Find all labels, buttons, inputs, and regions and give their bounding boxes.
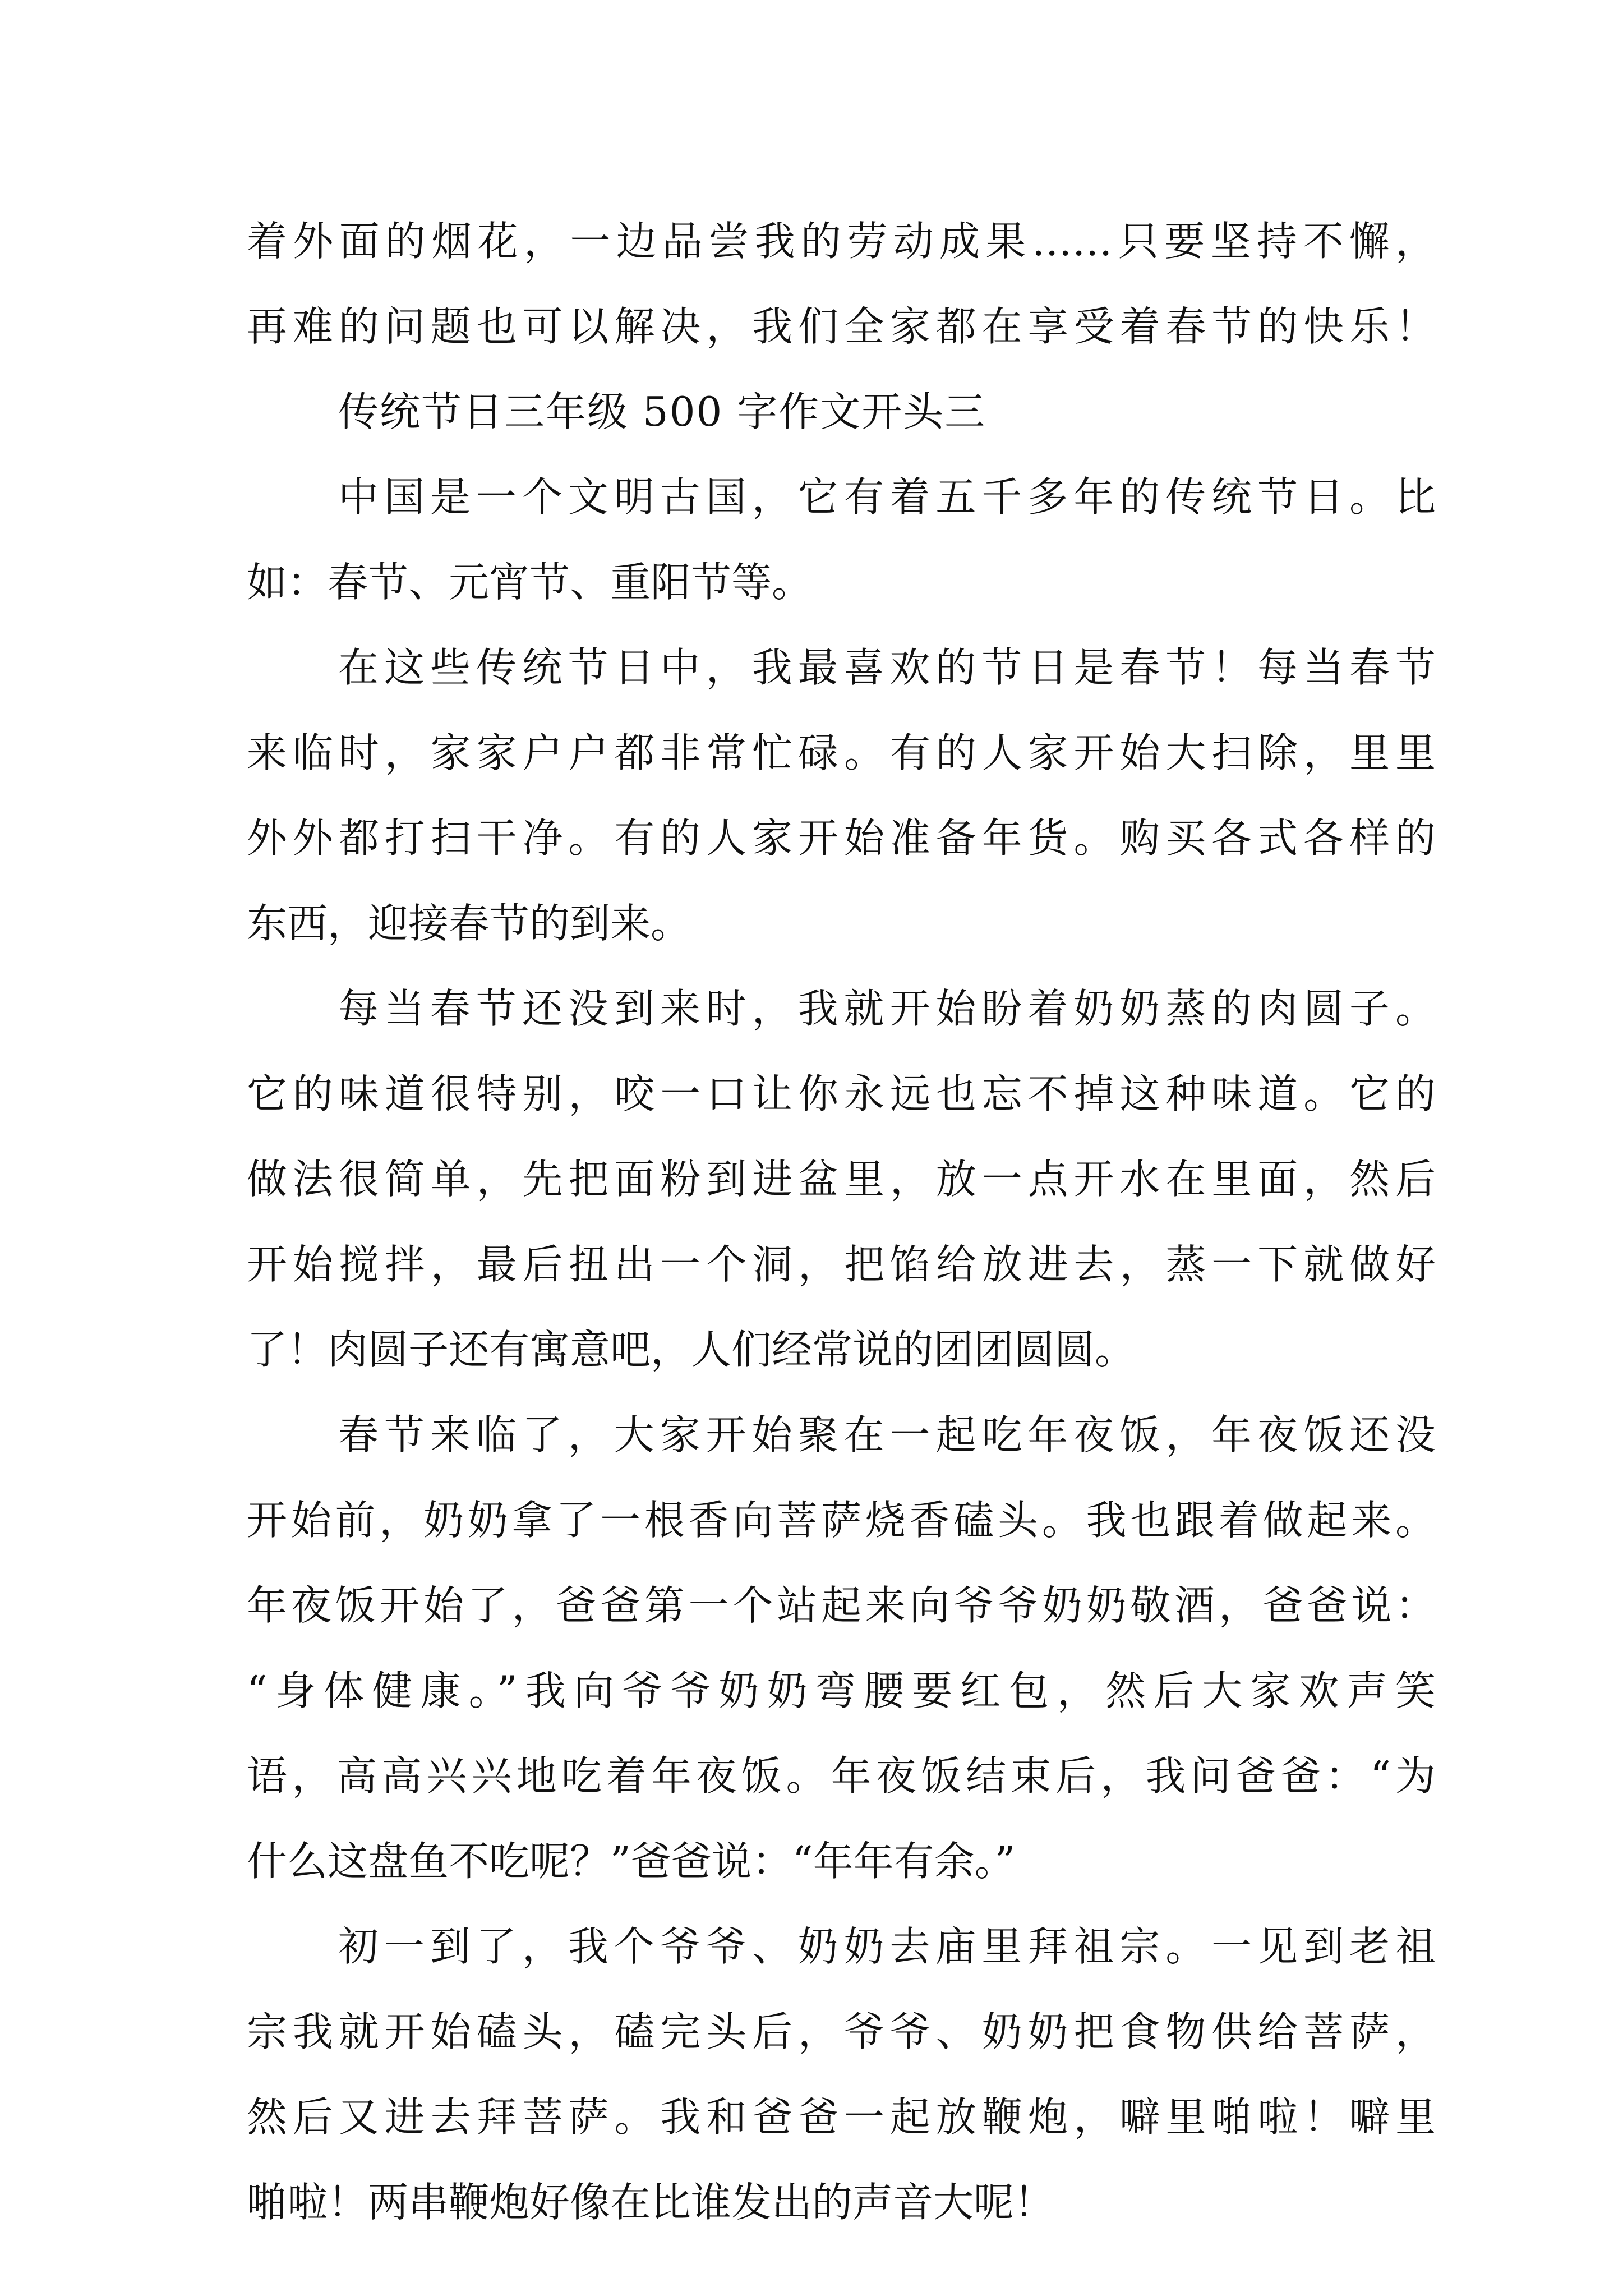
- paragraph-line: 外外都打扫干净。有的人家开始准备年货。购买各式各样的: [247, 815, 1436, 862]
- paragraph-line: 东西，迎接春节的到来。: [247, 900, 691, 947]
- paragraph-line: 宗我就开始磕头，磕完头后，爷爷、奶奶把食物供给菩萨，: [247, 2008, 1436, 2055]
- paragraph-line: 着外面的烟花，一边品尝我的劳动成果……只要坚持不懈，: [247, 218, 1436, 265]
- paragraph-line: 做法很简单，先把面粉到进盆里，放一点开水在里面，然后: [247, 1156, 1436, 1203]
- paragraph-line: 开始搅拌，最后扭出一个洞，把馅给放进去，蒸一下就做好: [247, 1241, 1436, 1288]
- paragraph-line: 语，高高兴兴地吃着年夜饭。年夜饭结束后，我问爸爸：“为: [247, 1752, 1436, 1800]
- paragraph-line: 啪啦！两串鞭炮好像在比谁发出的声音大呢！: [247, 2179, 1055, 2226]
- paragraph-line: 什么这盘鱼不吃呢？”爸爸说：“年年有余。”: [247, 1838, 1016, 1885]
- paragraph-line: “身体健康。”我向爷爷奶奶弯腰要红包，然后大家欢声笑: [247, 1667, 1436, 1714]
- paragraph-line: 年夜饭开始了，爸爸第一个站起来向爷爷奶奶敬酒，爸爸说：: [247, 1582, 1436, 1629]
- paragraph-line: 再难的问题也可以解决，我们全家都在享受着春节的快乐！: [247, 303, 1436, 350]
- paragraph-line: 了！肉圆子还有寓意吧，人们经常说的团团圆圆。: [247, 1326, 1136, 1373]
- paragraph-line: 如：春节、元宵节、重阳节等。: [247, 559, 813, 606]
- paragraph-line: 开始前，奶奶拿了一根香向菩萨烧香磕头。我也跟着做起来。: [247, 1497, 1436, 1544]
- paragraph-line: 它的味道很特别，咬一口让你永远也忘不掉这种味道。它的: [247, 1070, 1436, 1117]
- paragraph-line: 来临时，家家户户都非常忙碌。有的人家开始大扫除，里里: [247, 729, 1436, 776]
- paragraph-line: 然后又进去拜菩萨。我和爸爸一起放鞭炮，噼里啪啦！噼里: [247, 2093, 1436, 2141]
- paragraph-line: 春节来临了，大家开始聚在一起吃年夜饭，年夜饭还没: [338, 1411, 1436, 1458]
- paragraph-line: 在这些传统节日中，我最喜欢的节日是春节！每当春节: [338, 644, 1436, 691]
- section-heading: 传统节日三年级 500 字作文开头三: [338, 388, 986, 435]
- paragraph-line: 初一到了，我个爷爷、奶奶去庙里拜祖宗。一见到老祖: [338, 1923, 1436, 1970]
- paragraph-line: 每当春节还没到来时，我就开始盼着奶奶蒸的肉圆子。: [338, 985, 1436, 1032]
- paragraph-line: 中国是一个文明古国，它有着五千多年的传统节日。比: [338, 473, 1436, 521]
